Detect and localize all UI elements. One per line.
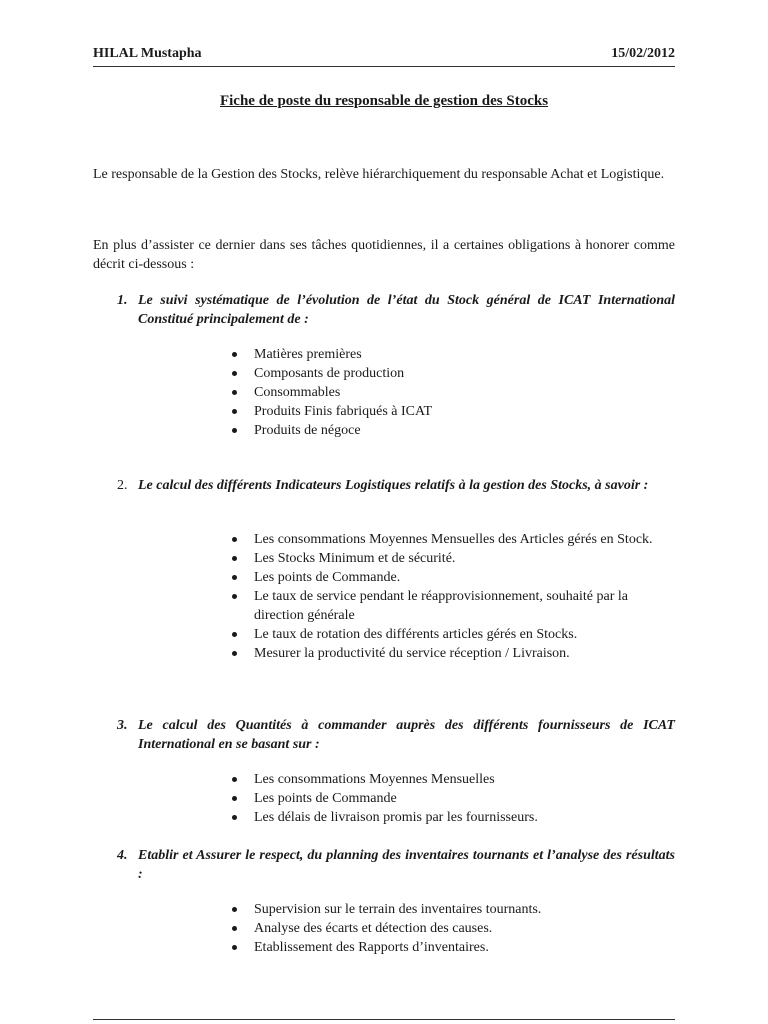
list-item: Le taux de rotation des différents articles gérés en Stocks. [232,625,672,644]
section-heading-2 [117,476,675,495]
section-heading-text: Le suivi systématique de l’évolution de l’état du Stock général de ICAT International Constitué principalement de : [138,293,675,327]
bullet-icon [232,371,237,376]
bullet-icon [232,390,237,395]
intro-paragraph-2: En plus d’assister ce dernier dans ses tâches quotidiennes, il a certaines obligations à honorer comme décrit ci-dessous : [93,238,675,272]
list-item: Composants de production [232,364,672,383]
list-item: Etablissement des Rapports d’inventaires. [232,938,672,957]
bullet-list-2 [232,530,672,663]
list-item: Matières premières [232,345,672,364]
section-heading-3 [117,716,675,754]
list-item: Produits de négoce [232,421,672,440]
bullet-icon [232,926,237,931]
bullet-icon [232,594,237,599]
section-number: 1. [117,293,128,308]
bullet-icon [232,556,237,561]
list-item: Les points de Commande [232,789,672,808]
list-item: Le taux de service pendant le réapprovisionnement, souhaité par la direction générale [232,587,672,625]
list-item: Mesurer la productivité du service réception / Livraison. [232,644,672,663]
section-number: 2. [117,478,128,493]
bullet-list-4 [232,900,672,957]
bullet-icon [232,575,237,580]
list-item: Supervision sur le terrain des inventaires tournants. [232,900,672,919]
intro-paragraph-1: Le responsable de la Gestion des Stocks, relève hiérarchiquement du responsable Achat et Logistique. [93,167,665,182]
list-item: Les délais de livraison promis par les fournisseurs. [232,808,672,827]
bullet-icon [232,651,237,656]
bullet-icon [232,945,237,950]
section-number: 3. [117,718,128,733]
bullet-icon [232,815,237,820]
document-title: Fiche de poste du responsable de gestion des Stocks [219,93,549,109]
section-heading-text: Le calcul des différents Indicateurs Logistiques relatifs à la gestion des Stocks, à savoir : [138,478,649,493]
bullet-icon [232,796,237,801]
page-header [93,44,675,67]
author-name: HILAL Mustapha [93,46,202,61]
bullet-icon [232,352,237,357]
section-heading-4 [117,846,675,884]
section-heading-text: Le calcul des Quantités à commander auprès des différents fournisseurs de ICAT International en se basant sur : [138,718,675,752]
list-item: Les points de Commande. [232,568,672,587]
list-item: Les consommations Moyennes Mensuelles des Articles gérés en Stock. [232,530,672,549]
list-item: Consommables [232,383,672,402]
bullet-list-1 [232,345,672,440]
list-item: Les Stocks Minimum et de sécurité. [232,549,672,568]
bullet-icon [232,777,237,782]
section-number: 4. [117,848,128,863]
list-item: Produits Finis fabriqués à ICAT [232,402,672,421]
section-heading-text: Etablir et Assurer le respect, du planning des inventaires tournants et l’analyse des résultats : [138,848,675,882]
list-item: Analyse des écarts et détection des causes. [232,919,672,938]
bullet-list-3 [232,770,672,827]
bullet-icon [232,428,237,433]
bullet-icon [232,907,237,912]
footer-divider [93,1019,675,1020]
section-heading-1 [117,291,675,329]
bullet-icon [232,409,237,414]
document-date: 15/02/2012 [611,46,675,61]
bullet-icon [232,632,237,637]
list-item: Les consommations Moyennes Mensuelles [232,770,672,789]
bullet-icon [232,537,237,542]
